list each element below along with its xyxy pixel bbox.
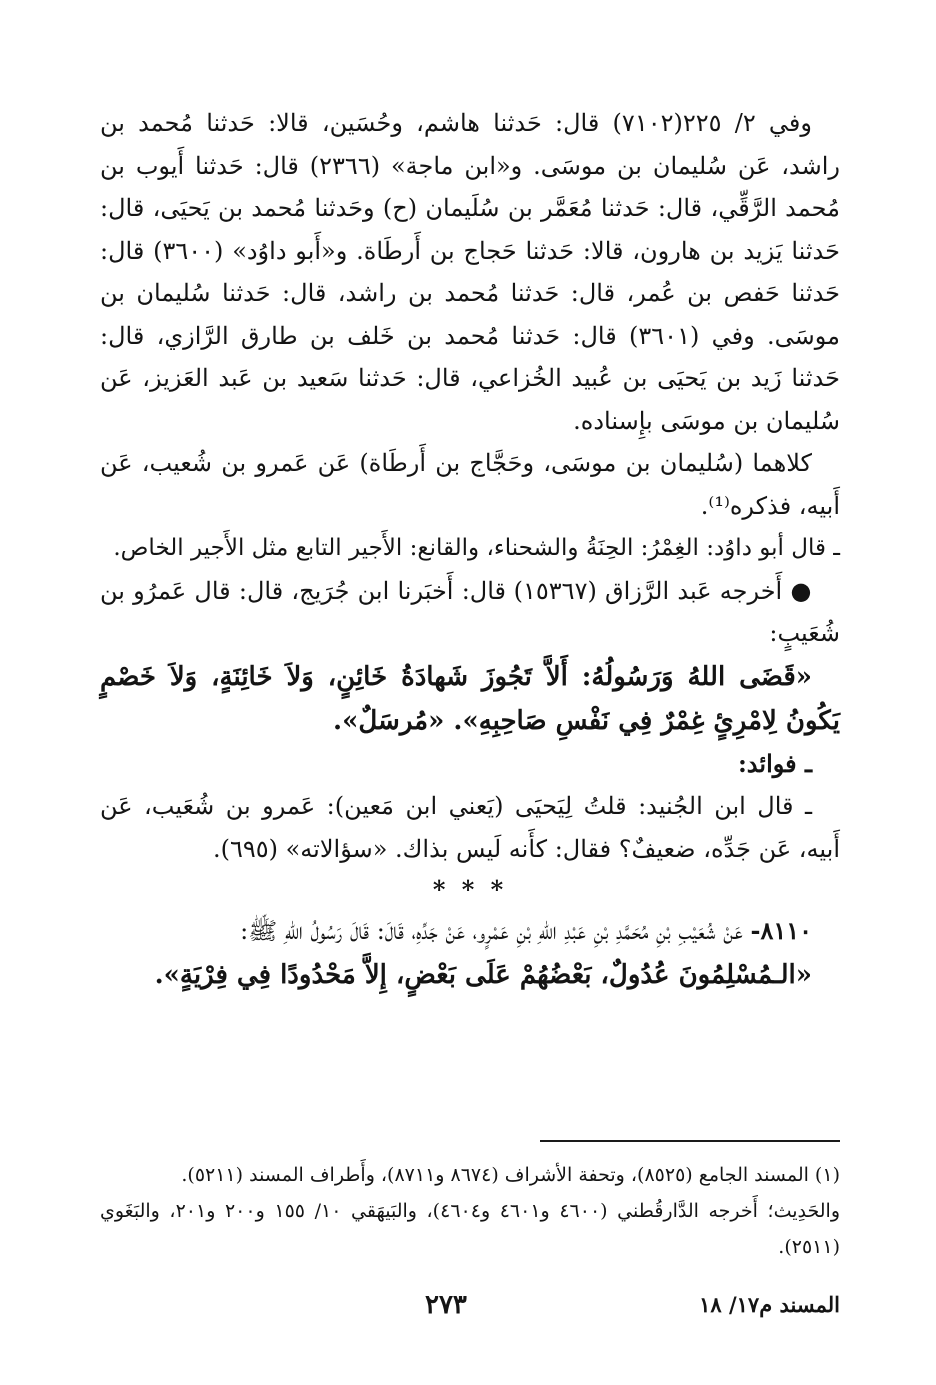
section-separator: * * * [432,875,508,904]
printer-signature: المسند م١٧/ ١٨ [699,1292,840,1317]
isnad-paragraph: وفي ٢/ ٢٢٥(٧١٠٢) قال: حَدثنا هاشم، وحُسَين، قالا: حَدثنا مُحمد بن راشد، عَن سُليمان بن موسَى. و«ابن ماجة» (٢٣٦٦) قال: حَدثنا أَيوب بن مُحمد الرَّقِّي، قال: حَدثنا مُعَمَّر بن سُلَيمان (ح) وحَدثنا مُحمد بن يَحيَى، قال: حَدثنا يَزيد بن هارون، قالا: حَدثنا حَجاج بن أَرطَاة. و«أَبو داوُد» (٣٦٠٠) قال: حَدثنا حَفص بن عُمر، قال: حَدثنا مُحمد بن راشد، قال: حَدثنا سُليمان بن موسَى. وفي (٣٦٠١) قال: حَدثنا مُحمد بن خَلف بن طارق الرَّازي، قال: حَدثنا زَيد بن يَحيَى بن عُبيد الخُزاعي، قال: حَدثنا سَعيد بن عَبد العَزيز، عَن سُليمان بن موسَى بإِسناده. [100,109,840,435]
bullet-icon: ● [790,575,812,605]
footnote-1-continuation: والحَدِيث؛ أَخرجه الدَّارقُطني (٤٦٠٠ و٤٦٠١ و٤٦٠٤)، والبَيهَقي ١٠/ ١٥٥ و٢٠٠ و٢٠١، والبَغَوي (٢٥١١). [100,1200,841,1258]
abu-dawud-note: ـ قال أبو داوُد: الغِمْرُ: الحِنَةُ والشحناء، والقانع: الأَجير التابع مثل الأَجير الخاص. [113,535,840,561]
fawaid-heading: ـ فوائد: [737,748,812,778]
footnote-1: (١) المسند الجامع (٨٥٢٥)، وتحفة الأشراف (٨٦٧٤ و٨٧١١)، وأَطراف المسند (٥٢١١). [181,1164,840,1186]
abd-al-razzaq-paragraph [100,570,840,655]
abd-al-razzaq-text: أَخرجه عَبد الرَّزاق (١٥٣٦٧) قال: أَخبَرنا ابن جُرَيج، قال: قال عَمرُو بن شُعَيبٍ: [100,576,840,647]
hadith-number: ٨١١٠- [750,916,812,945]
hadith-8110-isnad [100,910,840,953]
hadith-isnad-text: عَنْ شُعَيْبِ بْنِ مُحَمَّدِ بْنِ عَبْدِ اللهِ بْنِ عَمْرٍو، عَنْ جَدِّهِ، قَالَ: قَالَ رَسُولُ اللهِ ﷺ: [240,917,743,945]
hadith-8110-matn: «الـمُسْلِمُونَ عُدُولٌ، بَعْضُهُمْ عَلَى بَعْضٍ، إِلاَّ مَحْدُودًا فِي فِرْيَةٍ». [154,959,812,990]
footnotes [100,1157,840,1265]
page-footer [100,1290,840,1330]
page-number: ٢٧٣ [425,1290,467,1320]
ibn-junaid-note: ـ قال ابن الجُنيد: قلتُ لِيَحيَى (يَعني ابن مَعين): عَمرو بن شُعَيب، عَن أَبيه، عَن جَدِّه، ضعيفٌ؟ فقال: كأَنه لَيس بذاك. «سؤالاته» (٦٩٥). [100,792,840,863]
chain-summary-paragraph: كلاهما (سُليمان بن موسَى، وحَجَّاج بن أَرطَاة) عَن عَمرو بن شُعيب، عَن أَبيه، فذكره⁽¹⁾. [100,449,840,520]
mursal-hadith-text: «قَضَى اللهُ وَرَسُولُهُ: أَلاَّ تَجُوزَ شَهادَةُ خَائِنٍ، وَلاَ خَائِنَةٍ، وَلاَ خَصْمٍ يَكُونُ لِامْرِئٍ غِمْرٌ فِي نَفْسِ صَاحِبِهِ». «مُرسَلٌ». [100,661,840,736]
footnote-divider [540,1140,840,1142]
page-body [100,102,840,997]
